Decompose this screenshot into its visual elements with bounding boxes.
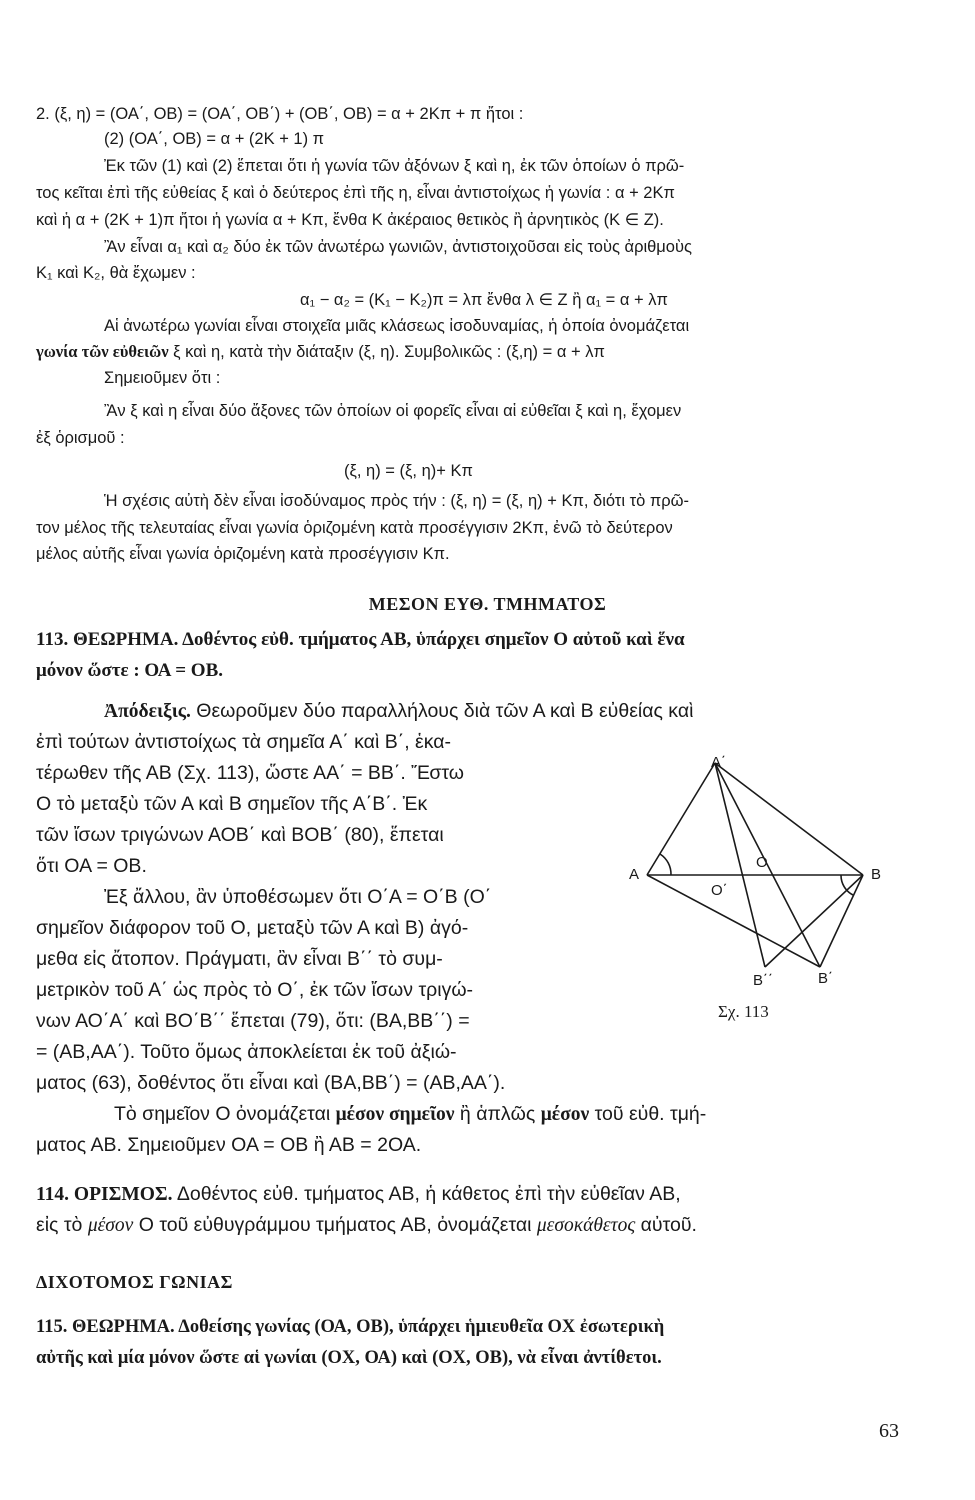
text-line: ἐξ ὁρισμοῦ : xyxy=(36,429,125,447)
proof-line: νων ΑΟ΄Α΄ καὶ ΒΟ΄Β΄΄ ἕπεται (79), ὅτι: (ΒΑ,ΒΒ΄΄) = xyxy=(36,1010,470,1032)
proof-line: Ἐξ ἄλλου, ἂν ὑποθέσωμεν ὅτι Ο΄Α = Ο΄Β (Ο΄ xyxy=(104,886,492,908)
text-line: Ἂν εἶναι α₁ καὶ α₂ δύο ἐκ τῶν ἀνωτέρω γωνιῶν, ἀντιστοιχοῦσαι εἰς τοὺς ἀριθμοὺς xyxy=(104,238,692,256)
proof-line: ἐπὶ τούτων ἀντιστοίχως τὰ σημεῖα Α΄ καὶ Β΄, ἑκα- xyxy=(36,731,452,753)
section-heading: ΜΕΣΟΝ ΕΥΘ. ΤΜΗΜΑΤΟΣ xyxy=(368,594,607,614)
proof-line xyxy=(104,699,693,724)
term-midpoint: μέσον σημεῖον xyxy=(335,1104,455,1125)
definition-114-line xyxy=(36,1182,681,1207)
text-span: Δοθέντος εὐθ. τμήματος ΑΒ, ἡ κάθετος ἐπὶ τὴν εὐθεῖαν ΑΒ, xyxy=(172,1183,681,1205)
text-line: Ἐκ τῶν (1) καὶ (2) ἕπεται ὅτι ἡ γωνία τῶν ἀξόνων ξ καὶ η, ἐκ τῶν ὁποίων ὁ πρῶ- xyxy=(104,157,685,175)
term-mid: μέσον xyxy=(540,1104,590,1125)
proof-line: τέρωθεν τῆς ΑΒ (Σχ. 113), ὥστε ΑΑ΄ = ΒΒ΄. Ἔστω xyxy=(36,762,465,784)
term-angle-of-lines: γωνία τῶν εὐθειῶν xyxy=(36,342,169,361)
proof-line: τῶν ἴσων τριγώνων ΑΟΒ΄ καὶ ΒΟΒ΄ (80), ἕπεται xyxy=(36,824,444,846)
text-line: 2. (ξ, η) = (ΟΑ΄, ΟΒ) = (ΟΑ΄, ΟΒ΄) + (ΟΒ΄, ΟΒ) = α + 2Κπ + π ἤτοι : xyxy=(36,105,524,123)
proof-line xyxy=(114,1102,706,1127)
label-b-double-prime: Β΄΄ xyxy=(753,972,773,989)
label-a-prime: Α΄ xyxy=(711,755,726,771)
text-span: ξ καὶ η, κατὰ τὴν διάταξιν (ξ, η). Συμβολικῶς : (ξ,η) = α + λπ xyxy=(168,343,605,361)
theorem-115-title: 115. ΘΕΩΡΗΜΑ. Δοθείσης γωνίας (ΟΑ, ΟΒ), ὑπάρχει ἡμιευθεῖα ΟΧ ἐσωτερικὴ xyxy=(36,1317,665,1337)
label-a: Α xyxy=(629,866,640,883)
proof-line: μεθα εἰς ἄτοπον. Πράγματι, ἂν εἶναι Β΄΄ τὸ συμ- xyxy=(36,948,443,970)
text-span: Θεωροῦμεν δύο παραλλήλους διὰ τῶν Α καὶ Β εὐθείας καὶ xyxy=(190,700,694,722)
text-span: εἰς τὸ xyxy=(36,1214,88,1236)
text-line: Ἡ σχέσις αὐτὴ δὲν εἶναι ἰσοδύναμος πρὸς τήν : (ξ, η) = (ξ, η) + Κπ, διότι τὸ πρῶ- xyxy=(104,492,689,510)
definition-114-line xyxy=(36,1213,697,1238)
theorem-113-title: 113. ΘΕΩΡΗΜΑ. Δοθέντος εὐθ. τμήματος ΑΒ, ὑπάρχει σημεῖον Ο αὐτοῦ καὶ ἕνα xyxy=(36,629,685,650)
label-o: Ο xyxy=(756,854,768,871)
section-heading: ΔΙΧΟΤΟΜΟΣ ΓΩΝΙΑΣ xyxy=(36,1272,233,1292)
segment-a-prime-b xyxy=(715,763,863,875)
text-line: καὶ ἡ α + (2Κ + 1)π ἤτοι ἡ γωνία α + Κπ, ἔνθα Κ ἀκέραιος θετικὸς ἢ ἀρνητικὸς (Κ ∈ Ζ). xyxy=(36,211,664,229)
formula-line: (ξ, η) = (ξ, η)+ Κπ xyxy=(344,462,473,480)
label-b-prime: Β΄ xyxy=(818,970,833,987)
text-line: (2) (ΟΑ΄, ΟΒ) = α + (2Κ + 1) π xyxy=(104,130,325,148)
proof-label: Ἀπόδειξις. xyxy=(104,701,191,722)
page-number: 63 xyxy=(879,1420,899,1442)
theorem-115-title: αὐτῆς καὶ μία μόνον ὥστε αἱ γωνίαι (ΟΧ, ΟΑ) καὶ (ΟΧ, ΟΒ), νὰ εἶναι ἀντίθετοι. xyxy=(36,1348,662,1368)
text-line: τος κεῖται ἐπὶ τῆς εὐθείας ξ καὶ ὁ δεύτερος ἐπὶ τῆς η, εἶναι ἀντιστοίχως ἡ γωνία : α + 2Κπ xyxy=(36,184,675,202)
line-aa-prime xyxy=(647,763,715,875)
segment-a-b-prime xyxy=(647,875,820,967)
text-line: Σημειοῦμεν ὅτι : xyxy=(104,369,221,387)
text-span: ἢ ἁπλῶς xyxy=(454,1103,541,1125)
text-line: τον μέλος τῆς τελευταίας εἶναι γωνία ὁριζομένη κατὰ προσέγγισιν 2Κπ, ἐνῶ τὸ δεύτερον xyxy=(36,519,673,537)
figure-caption: Σχ. 113 xyxy=(718,1002,769,1021)
angle-arc-a xyxy=(660,854,671,875)
figure-113 xyxy=(615,755,905,1000)
proof-line: ὅτι ΟΑ = ΟΒ. xyxy=(36,855,147,877)
proof-line: = (ΑΒ,ΑΑ΄). Τοῦτο ὅμως ἀποκλείεται ἐκ τοῦ ἀξιώ- xyxy=(36,1041,457,1063)
text-line: Κ₁ καὶ Κ₂, θὰ ἔχωμεν : xyxy=(36,264,196,282)
text-span: Ο τοῦ εὐθυγράμμου τμήματος ΑΒ, ὀνομάζεται xyxy=(133,1214,537,1236)
definition-label: 114. ΟΡΙΣΜΟΣ. xyxy=(36,1184,173,1205)
text-line: Αἱ ἀνωτέρω γωνίαι εἶναι στοιχεῖα μιᾶς κλάσεως ἰσοδυναμίας, ἡ ὁποία ὀνομάζεται xyxy=(104,317,690,335)
proof-line: ματος (63), δοθέντος ὅτι εἶναι καὶ (ΒΑ,ΒΒ΄) = (ΑΒ,ΑΑ΄). xyxy=(36,1072,506,1094)
proof-line: σημεῖον διάφορον τοῦ Ο, μεταξὺ τῶν Α καὶ Β) ἀγό- xyxy=(36,917,469,939)
text-line xyxy=(36,342,605,362)
text-span: Τὸ σημεῖον Ο ὀνομάζεται xyxy=(114,1103,336,1125)
text-line: μέλος αὐτῆς εἶναι γωνία ὁριζομένη κατὰ προσέγγισιν Κπ. xyxy=(36,545,450,563)
formula-line: α₁ − α₂ = (Κ₁ − Κ₂)π = λπ ἔνθα λ ∈ Ζ ἢ α₁ = α + λπ xyxy=(300,291,668,309)
text-span: αὐτοῦ. xyxy=(635,1214,697,1236)
term-perpendicular-bisector: μεσοκάθετος xyxy=(536,1215,636,1236)
proof-line: ματος ΑΒ. Σημειοῦμεν ΟΑ = ΟΒ ἢ ΑΒ = 2ΟΑ. xyxy=(36,1134,422,1156)
label-b: Β xyxy=(871,866,882,883)
theorem-113-title: μόνον ὥστε : ΟΑ = ΟΒ. xyxy=(36,660,224,681)
proof-line: μετρικὸν τοῦ Α΄ ὡς πρὸς τὸ Ο΄, ἐκ τῶν ἴσων τριγώ- xyxy=(36,979,474,1001)
term-mid-italic: μέσον xyxy=(87,1215,134,1236)
label-o-prime: Ο΄ xyxy=(711,882,728,899)
text-line: Ἂν ξ καὶ η εἶναι δύο ἄξονες τῶν ὁποίων οἱ φορεῖς εἶναι αἱ εὐθεῖαι ξ καὶ η, ἔχομεν xyxy=(104,402,682,420)
text-span: τοῦ εὐθ. τμή- xyxy=(589,1103,707,1125)
proof-line: Ο τὸ μεταξὺ τῶν Α καὶ Β σημεῖον τῆς Α΄Β΄. Ἐκ xyxy=(36,793,428,815)
line-bb-prime xyxy=(820,875,863,967)
